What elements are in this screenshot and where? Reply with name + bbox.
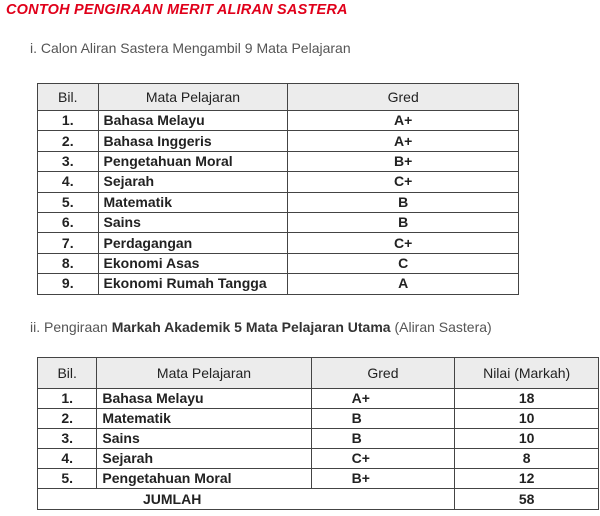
col-header-bil: Bil. [38,358,97,389]
cell-marks: 10 [455,429,599,449]
table-row [38,274,519,294]
cell-bil: 9. [38,274,99,294]
grades-table [37,83,519,295]
cell-bil: 7. [38,233,99,253]
col-header-subject: Mata Pelajaran [97,358,311,389]
cell-marks: 18 [455,389,599,409]
total-row [38,489,599,509]
cell-subject: Sains [97,429,311,449]
cell-subject: Sejarah [98,172,288,192]
cell-grade: B+ [311,469,455,489]
cell-subject: Perdagangan [98,233,288,253]
table-row [38,172,519,192]
cell-grade: B [288,212,519,232]
cell-bil: 2. [38,131,99,151]
section-2-heading-suffix: (Aliran Sastera) [390,319,492,335]
section-2-heading [30,319,492,335]
cell-bil: 4. [38,172,99,192]
cell-grade: B [311,409,455,429]
marks-table [37,357,599,510]
table-header-row [38,358,599,389]
table-row [38,131,519,151]
cell-marks: 10 [455,409,599,429]
table-row [38,409,599,429]
cell-bil: 2. [38,409,97,429]
table-row [38,429,599,449]
cell-subject: Bahasa Melayu [97,389,311,409]
table-row [38,449,599,469]
cell-grade: A+ [288,111,519,131]
cell-grade: C+ [311,449,455,469]
cell-marks: 12 [455,469,599,489]
page-title: CONTOH PENGIRAAN MERIT ALIRAN SASTERA [6,2,348,18]
cell-marks: 8 [455,449,599,469]
cell-bil: 5. [38,469,97,489]
cell-subject: Matematik [98,192,288,212]
cell-bil: 1. [38,111,99,131]
cell-grade: B [288,192,519,212]
table-row [38,233,519,253]
cell-grade: A [288,274,519,294]
table-row [38,151,519,171]
cell-subject: Pengetahuan Moral [98,151,288,171]
cell-grade: B [311,429,455,449]
cell-bil: 4. [38,449,97,469]
total-value: 58 [455,489,599,509]
table-row [38,469,599,489]
cell-bil: 8. [38,253,99,273]
total-label: JUMLAH [38,489,455,509]
table-header-row [38,84,519,111]
table-row [38,389,599,409]
cell-bil: 3. [38,151,99,171]
col-header-subject: Mata Pelajaran [98,84,288,111]
col-header-bil: Bil. [38,84,99,111]
cell-grade: C+ [288,233,519,253]
cell-grade: C+ [288,172,519,192]
cell-subject: Ekonomi Rumah Tangga [98,274,288,294]
section-2-heading-prefix: ii. Pengiraan [30,319,112,335]
table-row [38,111,519,131]
cell-subject: Ekonomi Asas [98,253,288,273]
cell-grade: A+ [311,389,455,409]
table-row [38,212,519,232]
section-2-heading-bold: Markah Akademik 5 Mata Pelajaran Utama [111,319,391,335]
cell-subject: Sejarah [97,449,311,469]
table-row [38,192,519,212]
cell-grade: B+ [288,151,519,171]
cell-subject: Bahasa Inggeris [98,131,288,151]
cell-bil: 6. [38,212,99,232]
cell-grade: C [288,253,519,273]
cell-bil: 5. [38,192,99,212]
table-row [38,253,519,273]
section-1-heading: i. Calon Aliran Sastera Mengambil 9 Mata Pelajaran [30,40,351,56]
cell-subject: Sains [98,212,288,232]
cell-bil: 1. [38,389,97,409]
cell-bil: 3. [38,429,97,449]
col-header-grade: Gred [288,84,519,111]
col-header-marks: Nilai (Markah) [455,358,599,389]
cell-subject: Matematik [97,409,311,429]
cell-subject: Pengetahuan Moral [97,469,311,489]
cell-grade: A+ [288,131,519,151]
cell-subject: Bahasa Melayu [98,111,288,131]
col-header-grade: Gred [311,358,455,389]
